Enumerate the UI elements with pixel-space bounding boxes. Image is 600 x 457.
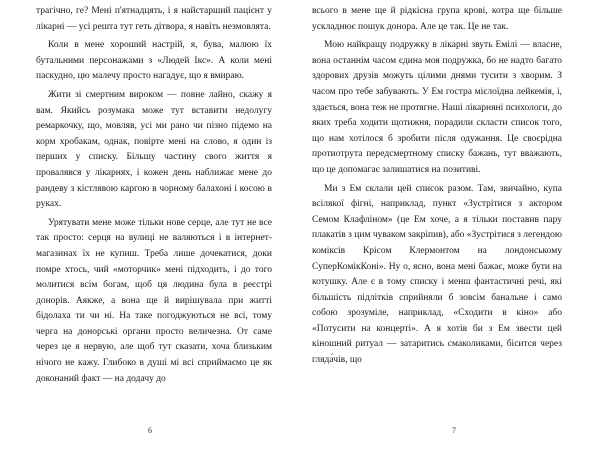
- left-paragraph-2: Коли в мене хороший настрій, я, бува, малюю їх бутальними персонажами з «Людей Ікс». А коли мені паскудно, цю малечу просто нагадує, що я вмираю.: [36, 40, 272, 82]
- left-paragraph-4: Урятувати мене може тільки нове серце, але тут не все так просто: серця на вулиці не валяються і в інтернет-магазинах їх не купиш. Треба лише дочекатися, доки помре хтось, чий «моторчик» мені підходить, і до того молитися всім богам, щоб ця людина була в реєстрі донорів. Аякже, а вона ще й вирішувала при житті бідолаха ти чи ні. На таке погоджуються не всі, тому черга на донорські органи просто величезна. От саме через це я нервую, але щоб тут сказати, хоча близьким нічого не кажу. Глибоко в душі мі всі сприймаємо це як доконаний факт — на додачу до: [36, 217, 272, 384]
- right-paragraph-3: Ми з Ем склали цей список разом. Там, звичайно, купа всілякої фігні, наприклад, пункт «Зустрітися з актором Семом Клафліном» (це Ем хоче, а я тільки поставив пару плакатів з цим чуваком закріпив), або «Зустрітися з легендою коміксів Крісом Клермонтом на лондонському СуперКомікКоні». Ну о, ясно, вона мені бажає, може бути на котушку. Але є в тому списку і менш фантастичні речі, які більшість підлітків сприйняли б зовсім банальне і само собою зрозуміле, наприклад, «Сходити в кіно» або «Потусити на концерті». А я хотів би з Ем звести цей кіношний ритуал — затаритись смаколиками, бісится через гляда́чів, що: [312, 183, 562, 366]
- left-paragraph-3: Жити зі смертним вироком — повне лайно, скажу я вам. Якийсь розумака може тут вставити недолугу ремаркочку, що, мовляв, усі ми рано чи пізно підемо на корм хробакам, однак, повірте мені на слово, я один із перших у списку. Більшу частину свого життя я провалявся у лікарнях, і кожен день наближає мене до рандеву з кістлявою каргою в чорному балахоні і косою в руках.: [36, 89, 272, 210]
- left-text-column: [36, 4, 272, 387]
- right-paragraph-2: Мою найкращу подружку в лікарні звуть Емілі — власне, вона останнім часом єдина моя подружка, бо не надто багато здорових друзів можуть цілими днями тусити з хворим. З часом про тебе забувають. У Ем гостра мієлоїдна лейкемія, і, здається, вона теж не протягне. Наші лікарняні психологи, до яких треба ходити щотижня, порадили скласти список того, що нам хотілося б зробити після одужання. Це своєрідна протиотрута передсмертному списку бажань, тут вважають, що це допомагає залишатися на позитиві.: [312, 40, 562, 175]
- right-page: [300, 4, 600, 457]
- left-paragraph-1: трагічно, ге? Мені п'ятнадцять, і я найстарший пацієнт у лікарні — усі решта тут геть дітвора, я навіть незмовлята.: [36, 6, 272, 32]
- right-paragraph-1: всього в мене ще й рідкісна група крові, котра ще більше ускладнює пошук донора. Але це так. Це не так.: [312, 6, 562, 32]
- right-page-number: 7: [452, 426, 456, 435]
- left-page: [0, 4, 300, 457]
- left-page-number: 6: [148, 426, 152, 435]
- right-text-column: [312, 4, 562, 369]
